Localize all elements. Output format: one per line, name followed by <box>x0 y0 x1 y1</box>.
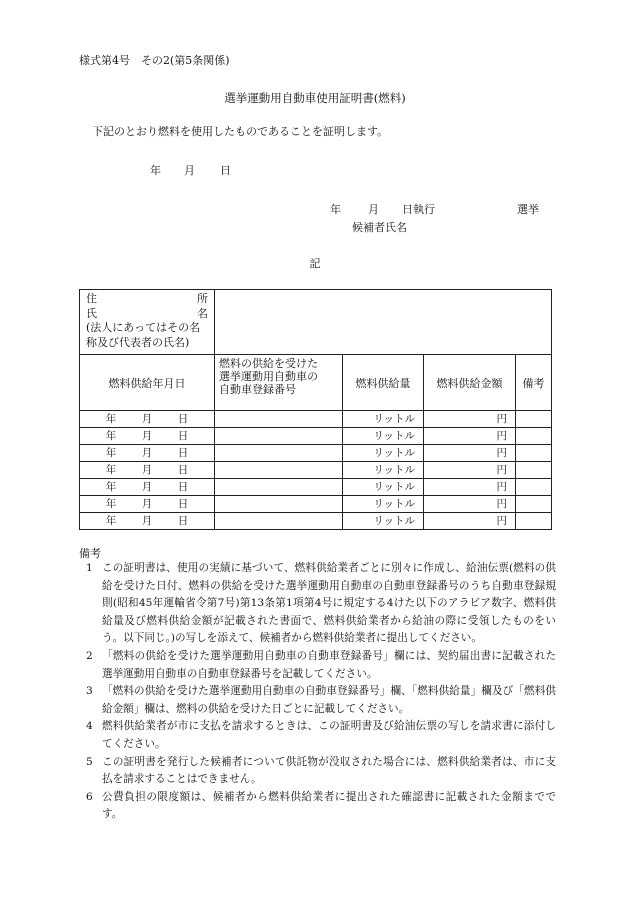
price-cell[interactable]: 円 <box>424 479 516 496</box>
note-item <box>86 560 556 648</box>
table-row <box>80 445 552 462</box>
notes-title: 備考 <box>79 547 101 560</box>
registration-cell[interactable] <box>215 513 343 530</box>
table-row <box>80 462 552 479</box>
supplier-value-cell[interactable] <box>215 290 552 355</box>
amount-cell[interactable]: リットル <box>343 445 424 462</box>
note-number: 3 <box>86 685 93 698</box>
issue-date <box>150 162 231 178</box>
note-number: 4 <box>86 720 93 733</box>
note-item <box>86 683 556 718</box>
col-date: 燃料供給年月日 <box>80 355 215 411</box>
note-text: この証明書は、使用の実績に基づいて、燃料供給業者ごとに別々に作成し、給油伝票(燃料の供給を受けた日付、燃料の供給を受けた選挙運動用自動車の自動車登録番号のうち自動車登録規則(昭和45年運輸省令第7号)第13条第1項第4号に規定する4けた以下のアラビア数字、燃料供給量及び燃料供給金額が記載された書面で、燃料供給業者から給油の際に受領したものをいう。以下同じ。)の写しを添えて、候補者から燃料供給業者に提出してください。 <box>102 562 556 645</box>
remarks-cell[interactable] <box>516 445 552 462</box>
note-item <box>86 648 556 683</box>
date-day-label: 日 <box>220 164 231 177</box>
candidate-name-label: 候補者氏名 <box>352 221 407 234</box>
notes-list <box>86 560 556 824</box>
price-cell[interactable]: 円 <box>424 462 516 479</box>
registration-cell[interactable] <box>215 479 343 496</box>
form-code: 様式第4号 その2(第5条関係) <box>79 54 230 67</box>
remarks-cell[interactable] <box>516 496 552 513</box>
price-cell[interactable]: 円 <box>424 411 516 428</box>
amount-cell[interactable]: リットル <box>343 428 424 445</box>
registration-cell[interactable] <box>215 462 343 479</box>
col-amount: 燃料供給量 <box>343 355 424 411</box>
col-remarks: 備考 <box>516 355 552 411</box>
amount-cell[interactable]: リットル <box>343 513 424 530</box>
note-number: 1 <box>86 562 93 574</box>
column-header-row <box>80 355 552 411</box>
election-label: 選挙 <box>517 203 539 216</box>
remarks-cell[interactable] <box>516 411 552 428</box>
amount-cell[interactable]: リットル <box>343 479 424 496</box>
amount-cell[interactable]: リットル <box>343 411 424 428</box>
note-text: この証明書を発行した候補者について供託物が没収された場合には、燃料供給業者は、市に支払を請求することはできません。 <box>102 755 556 786</box>
note-text: 「燃料の供給を受けた選挙運動用自動車の自動車登録番号」欄、「燃料供給量」欄及び「燃料供給金額」欄は、燃料の供給を受けた日ごとに記載してください。 <box>102 685 556 715</box>
amount-cell[interactable]: リットル <box>343 496 424 513</box>
remarks-cell[interactable] <box>516 462 552 479</box>
date-cell[interactable]: 年 月 日 <box>80 513 215 530</box>
price-cell[interactable]: 円 <box>424 445 516 462</box>
fuel-table <box>79 289 552 530</box>
supplier-row <box>80 290 552 355</box>
amount-cell[interactable]: リットル <box>343 462 424 479</box>
address-label: 住 所 <box>86 292 208 305</box>
note-number: 5 <box>86 755 93 768</box>
intro-text: 下記のとおり燃料を使用したものであることを証明します。 <box>92 125 389 138</box>
col-registration: 燃料の供給を受けた 選挙運動用自動車の 自動車登録番号 <box>215 355 343 411</box>
date-cell[interactable]: 年 月 日 <box>80 411 215 428</box>
supplier-header <box>80 290 215 355</box>
note-number: 2 <box>86 649 93 662</box>
date-cell[interactable]: 年 月 日 <box>80 479 215 496</box>
note-text: 「燃料の供給を受けた選挙運動用自動車の自動車登録番号」欄には、契約届出書に記載された選挙運動用自動車の自動車登録番号を記載してください。 <box>102 649 556 680</box>
note-item <box>86 718 556 753</box>
date-cell[interactable]: 年 月 日 <box>80 445 215 462</box>
table-row <box>80 513 552 530</box>
election-year-label: 年 <box>330 203 341 216</box>
table-row <box>80 479 552 496</box>
ki-heading: 記 <box>309 257 321 270</box>
date-cell[interactable]: 年 月 日 <box>80 462 215 479</box>
corporate-note-line2: 称及び代表者の氏名) <box>86 335 190 349</box>
remarks-cell[interactable] <box>516 513 552 530</box>
price-cell[interactable]: 円 <box>424 496 516 513</box>
col-price: 燃料供給金額 <box>424 355 516 411</box>
name-label: 氏 名 <box>86 306 208 320</box>
table-row <box>80 496 552 513</box>
election-day-label: 日執行 <box>402 203 435 216</box>
date-cell[interactable]: 年 月 日 <box>80 496 215 513</box>
date-month-label: 月 <box>184 164 195 177</box>
price-cell[interactable]: 円 <box>424 428 516 445</box>
page-title: 選挙運動用自動車使用証明書(燃料) <box>224 91 406 105</box>
date-cell[interactable]: 年 月 日 <box>80 428 215 445</box>
note-text: 公費負担の限度額は、候補者から燃料供給業者に提出された確認書に記載された金額までです。 <box>102 790 556 821</box>
election-month-label: 月 <box>368 203 379 216</box>
corporate-note-line1: (法人にあってはその名 <box>86 321 201 334</box>
election-line <box>330 201 539 217</box>
registration-cell[interactable] <box>215 428 343 445</box>
table-row <box>80 428 552 445</box>
registration-cell[interactable] <box>215 411 343 428</box>
price-cell[interactable]: 円 <box>424 513 516 530</box>
note-text: 燃料供給業者が市に支払を請求するときは、この証明書及び給油伝票の写しを請求書に添付してください。 <box>102 720 556 750</box>
note-item <box>86 754 556 789</box>
registration-cell[interactable] <box>215 496 343 513</box>
registration-cell[interactable] <box>215 445 343 462</box>
note-number: 6 <box>86 790 93 803</box>
remarks-cell[interactable] <box>516 428 552 445</box>
remarks-cell[interactable] <box>516 479 552 496</box>
date-year-label: 年 <box>150 164 161 177</box>
table-row <box>80 411 552 428</box>
note-item <box>86 789 556 824</box>
